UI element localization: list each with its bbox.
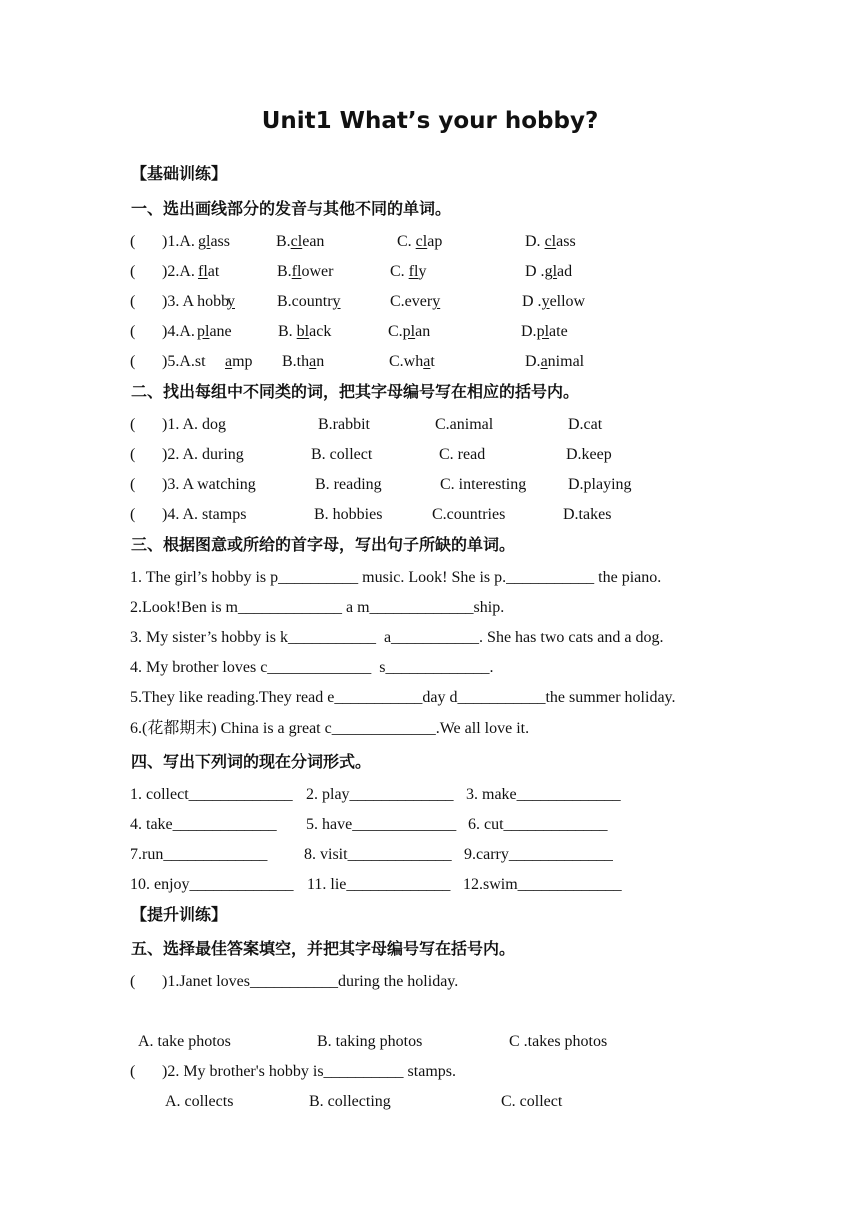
underlined-sound: a: [423, 353, 431, 370]
option-a: [225, 352, 253, 372]
option-a: [198, 262, 219, 282]
underlined-sound: a: [225, 353, 233, 370]
underlined-sound: y: [332, 293, 341, 310]
question-number: )2. A. during: [162, 446, 244, 463]
word-blank: 7.run_____________: [130, 846, 268, 863]
option-text: t: [430, 353, 435, 370]
option-text: ack: [309, 323, 332, 340]
section-basic-label: 【基础训练】: [131, 164, 228, 183]
question-number: )1.A.: [162, 233, 195, 250]
option-text: D.: [525, 233, 545, 250]
underlined-sound: cl: [290, 233, 303, 250]
underlined-sound: pl: [197, 323, 210, 340]
section5-heading: 五、选择最佳答案填空，并把其字母编号写在括号内。: [131, 939, 516, 958]
underlined-sound: cl: [415, 233, 428, 250]
option-text: B.: [276, 233, 291, 250]
answer-paren: (: [130, 506, 136, 523]
option-text: D.: [525, 353, 541, 370]
underlined-sound: gl: [544, 263, 558, 280]
option-d: [522, 292, 585, 312]
underlined-sound: a: [309, 353, 317, 370]
option-d: D.playing: [568, 476, 632, 493]
question-text: )1.Janet loves___________during the holiday.: [162, 973, 459, 990]
option-text: ass: [556, 233, 576, 250]
option-text: C.ever: [390, 293, 433, 310]
option-text: ower: [301, 263, 334, 280]
word-blank: 12.swim_____________: [463, 876, 622, 893]
answer-paren: (: [130, 323, 136, 340]
section3-heading: 三、根据图意或所给的首字母，写出句子所缺的单词。: [131, 535, 516, 554]
option-c: [389, 352, 435, 372]
section2-heading: 二、找出每组中不同类的词，把其字母编号写在相应的括号内。: [131, 382, 580, 401]
option-text: ap: [427, 233, 443, 250]
mc-question-1: ( )1.Janet loves___________during the holiday.: [130, 973, 459, 990]
option-text: y: [418, 263, 427, 280]
sentence-line: 5.They like reading.They read e___________day d___________the summer holiday.: [130, 689, 676, 706]
mc-question-2: ( )2. My brother's hobby is__________ stamps.: [130, 1063, 456, 1080]
option-c: C. interesting: [440, 476, 527, 493]
question-number: )1. A. dog: [162, 416, 226, 433]
answer-paren: (: [130, 446, 136, 463]
option-text: C.wh: [389, 353, 424, 370]
option-text: B.: [277, 263, 292, 280]
sentence-line: 6.(花都期末) China is a great c_____________.We all love it.: [130, 720, 530, 737]
option-a: A. take photos: [138, 1033, 231, 1050]
underlined-sound: gl: [198, 233, 211, 250]
answer-paren: (: [130, 476, 136, 493]
option-b: [278, 322, 331, 342]
underlined-sound: fl: [198, 263, 208, 280]
option-b: B. collecting: [309, 1093, 391, 1110]
word-blank: 1. collect_____________: [130, 786, 293, 803]
option-b: B. taking photos: [317, 1033, 423, 1050]
option-d: [521, 322, 568, 342]
option-a: A. collects: [165, 1093, 234, 1110]
underlined-sound: y: [541, 293, 550, 310]
answer-paren: (: [130, 353, 136, 370]
option-text: ad: [557, 263, 573, 280]
option-text: D .: [525, 263, 545, 280]
option-c: C .takes photos: [509, 1033, 608, 1050]
option-text: ean: [302, 233, 325, 250]
question-text: )2. My brother's hobby is__________ stamps.: [162, 1063, 456, 1080]
option-b: [277, 292, 341, 312]
option-c: C.countries: [432, 506, 506, 523]
option-c: C.animal: [435, 416, 494, 433]
question-number: )3. A watching: [162, 476, 256, 493]
option-a: [227, 292, 235, 312]
question-number: )3. A hobb: [162, 293, 230, 310]
option-c: [397, 232, 442, 252]
option-a: [197, 322, 232, 342]
question-number: )4. A. stamps: [162, 506, 247, 523]
option-text: ate: [549, 323, 568, 340]
section1-heading: 一、选出画线部分的发音与其他不同的单词。: [131, 199, 452, 218]
sentence-line: 4. My brother loves c_____________ s_____________.: [130, 659, 494, 676]
option-text: n: [316, 353, 325, 370]
page-title: Unit1 What’s your hobby?: [261, 108, 599, 134]
word-blank: 2. play_____________: [306, 786, 454, 803]
answer-paren: (: [130, 293, 136, 310]
word-blank: 11. lie_____________: [307, 876, 451, 893]
option-b: B. collect: [311, 446, 373, 463]
option-text: B.: [278, 323, 297, 340]
option-c: [390, 262, 426, 282]
underlined-sound: y: [432, 293, 441, 310]
underlined-sound: y: [227, 293, 235, 310]
option-b: [276, 232, 324, 252]
option-b: B.rabbit: [318, 416, 370, 433]
option-text: mp: [232, 353, 253, 370]
option-text: B.th: [282, 353, 310, 370]
sentence-line: 2.Look!Ben is m_____________ a m_____________ship.: [130, 599, 505, 616]
word-blank: 5. have_____________: [306, 816, 457, 833]
question-number: )4.A.: [162, 323, 195, 340]
option-c: C. read: [439, 446, 486, 463]
option-text: C.: [390, 263, 409, 280]
option-text: D .: [522, 293, 542, 310]
option-d: D.keep: [566, 446, 612, 463]
option-d: [525, 262, 572, 282]
underlined-sound: a: [540, 353, 548, 370]
section-advanced-label: 【提升训练】: [131, 905, 228, 924]
mc-question-2-options: [165, 1092, 563, 1172]
option-text: nimal: [547, 353, 585, 370]
option-c: [388, 322, 430, 342]
option-text: B.countr: [277, 293, 333, 310]
option-d: D.takes: [563, 506, 612, 523]
option-text: at: [207, 263, 220, 280]
option-d: [525, 232, 576, 252]
option-text: ellow: [549, 293, 586, 310]
underlined-sound: pl: [536, 323, 550, 340]
option-text: an: [415, 323, 431, 340]
option-a: [198, 232, 230, 252]
word-blank: 9.carry_____________: [464, 846, 613, 863]
word-blank: 6. cut_____________: [468, 816, 608, 833]
answer-paren: (: [130, 233, 136, 250]
sentence-line: 3. My sister’s hobby is k___________ a___________. She has two cats and a dog.: [130, 629, 664, 646]
word-blank: 3. make_____________: [466, 786, 621, 803]
option-text: D.: [521, 323, 537, 340]
option-b: [282, 352, 324, 372]
option-text: ane: [209, 323, 232, 340]
word-blank: 4. take_____________: [130, 816, 277, 833]
answer-paren: (: [130, 416, 136, 433]
question-number: )2.A.: [162, 263, 199, 280]
option-d: D.cat: [568, 416, 603, 433]
option-c: [390, 292, 440, 312]
section4-heading: 四、写出下列词的现在分词形式。: [131, 752, 372, 771]
option-b: [277, 262, 333, 282]
word-blank: 8. visit_____________: [304, 846, 452, 863]
option-text: ass: [210, 233, 231, 250]
option-text: C.: [397, 233, 416, 250]
option-b: B. reading: [315, 476, 382, 493]
option-c: C. collect: [501, 1093, 563, 1110]
underlined-sound: cl: [544, 233, 557, 250]
underlined-sound: pl: [402, 323, 416, 340]
sentence-line: 1. The girl’s hobby is p__________ music. Look! She is p.___________ the piano.: [130, 569, 662, 586]
underlined-sound: bl: [296, 323, 310, 340]
answer-paren: (: [130, 263, 136, 280]
underlined-sound: fl: [291, 263, 302, 280]
option-text: C.: [388, 323, 403, 340]
question-number: )5.A.st: [162, 353, 206, 370]
option-b: B. hobbies: [314, 506, 383, 523]
option-d: [525, 352, 584, 372]
underlined-sound: fl: [408, 263, 419, 280]
word-blank: 10. enjoy_____________: [130, 876, 294, 893]
